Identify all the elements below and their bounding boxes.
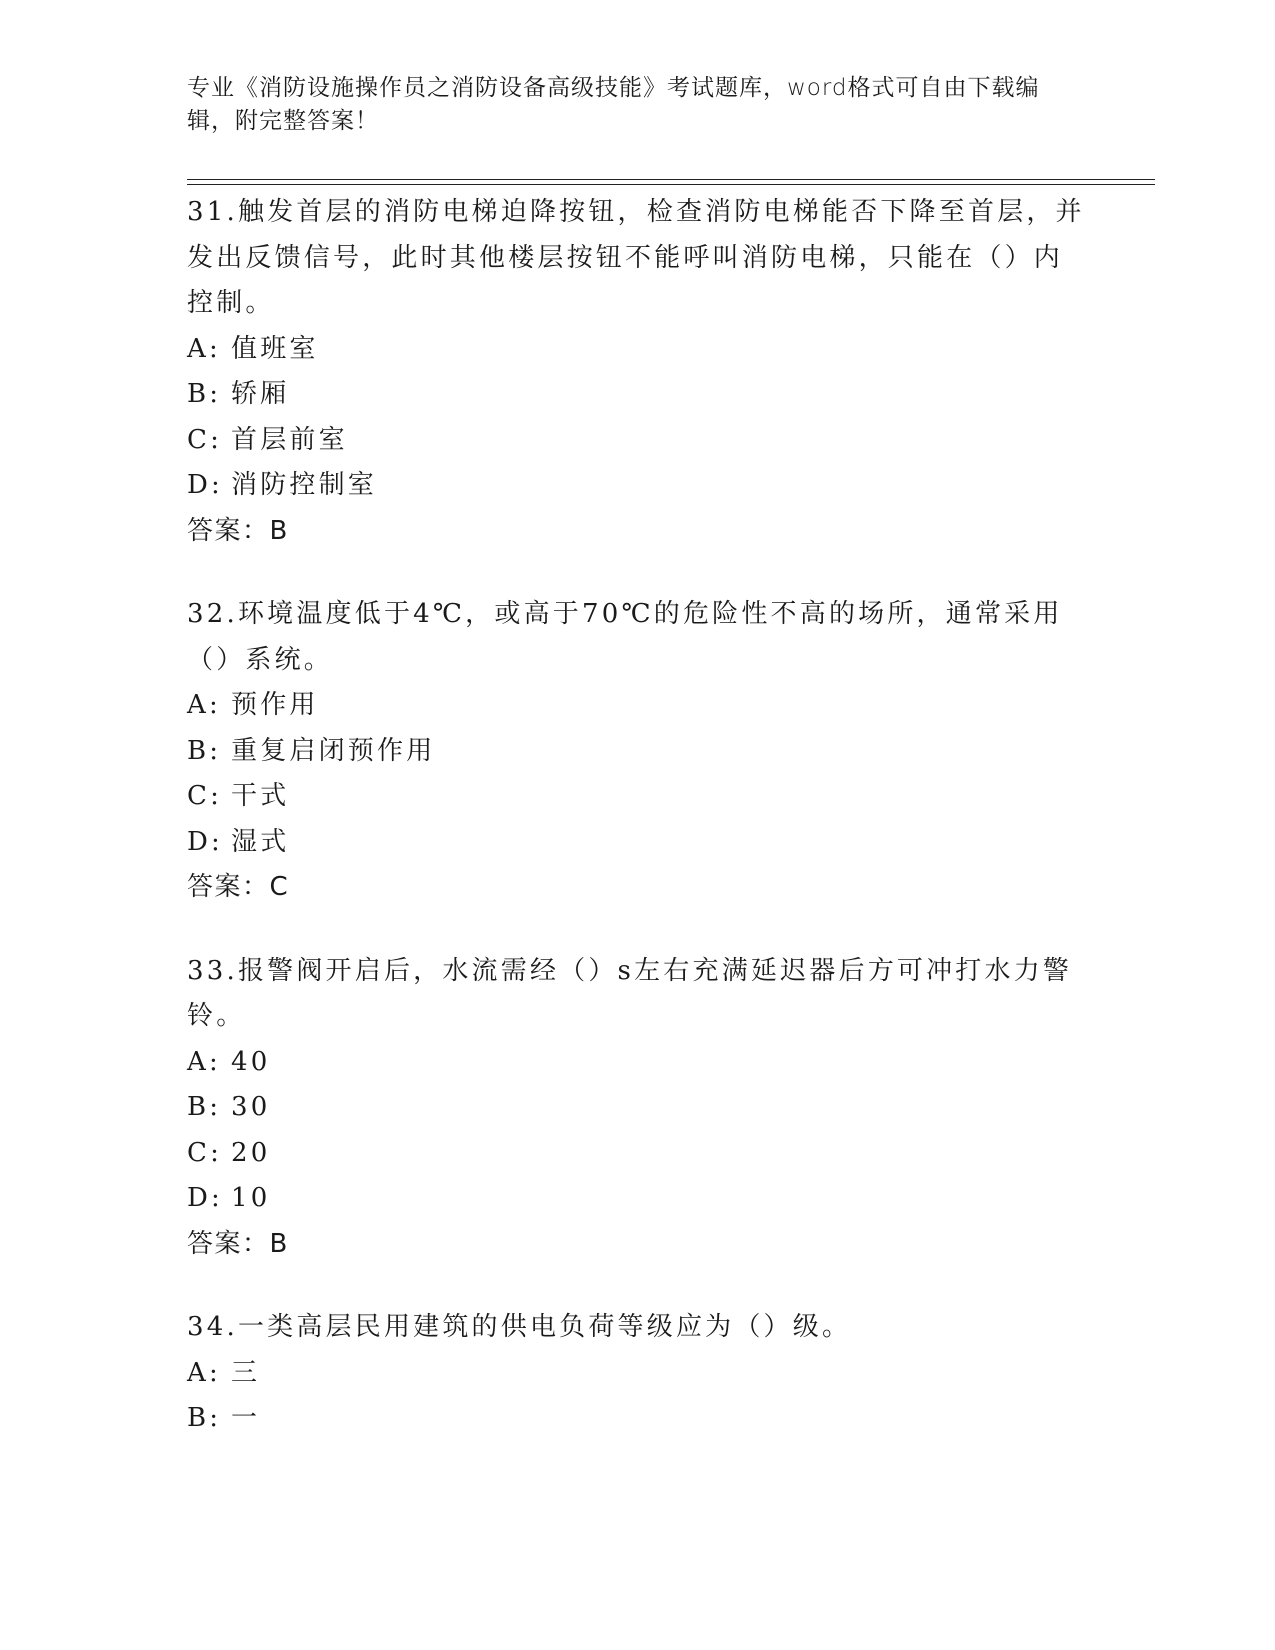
question-text: 31.触发首层的消防电梯迫降按钮，检查消防电梯能否下降至首层，并发出反馈信号，此时其他楼层按钮不能呼叫消防电梯，只能在（）内控制。 (187, 197, 1085, 318)
option-letter: D: (187, 1183, 224, 1213)
option-a (187, 1040, 1087, 1086)
document-header: 专业《消防设施操作员之消防设备高级技能》考试题库，word格式可自由下载编辑，附完整答案！ (187, 75, 1040, 134)
option-letter: A: (187, 1357, 221, 1388)
option-b (187, 1396, 1087, 1442)
header-rule-top (187, 179, 1155, 180)
option-text: 10 (231, 1183, 271, 1213)
option-letter: D: (187, 470, 224, 500)
option-text: 三 (231, 1357, 261, 1388)
option-a (187, 1351, 1087, 1397)
question-31 (187, 190, 1087, 554)
option-c (187, 1131, 1087, 1177)
option-d (187, 463, 1087, 509)
option-text: 一 (231, 1403, 261, 1433)
option-text: 重复启闭预作用 (231, 735, 436, 766)
option-a (187, 327, 1087, 373)
option-letter: A: (187, 333, 221, 364)
question-32 (187, 592, 1087, 911)
answer-line: 答案：B (187, 1228, 289, 1259)
option-text: 首层前室 (231, 424, 348, 455)
option-c (187, 774, 1087, 820)
question-33 (187, 949, 1087, 1268)
option-text: 值班室 (231, 333, 319, 364)
option-letter: A: (187, 1046, 221, 1077)
option-letter: D: (187, 826, 224, 857)
question-text: 32.环境温度低于4℃，或高于70℃的危险性不高的场所，通常采用（）系统。 (187, 599, 1063, 675)
question-text: 33.报警阀开启后，水流需经（）s左右充满延迟器后方可冲打水力警铃。 (187, 955, 1073, 1031)
option-letter: C: (187, 424, 223, 455)
option-letter: B: (187, 735, 222, 766)
option-b (187, 729, 1087, 775)
question-text: 34.一类高层民用建筑的供电负荷等级应为（）级。 (187, 1312, 852, 1342)
option-letter: B: (187, 1403, 222, 1433)
option-d (187, 1176, 1087, 1222)
option-a (187, 683, 1087, 729)
option-letter: A: (187, 690, 221, 720)
option-text: 消防控制室 (231, 470, 378, 500)
answer-line: 答案：B (187, 515, 289, 546)
option-text: 预作用 (231, 690, 319, 720)
option-text: 40 (231, 1046, 271, 1077)
option-d (187, 820, 1087, 866)
option-letter: C: (187, 1137, 223, 1168)
option-b (187, 372, 1087, 418)
answer-line: 答案：C (187, 872, 290, 902)
option-text: 干式 (231, 781, 290, 811)
question-34 (187, 1305, 1087, 1442)
option-b (187, 1085, 1087, 1131)
option-letter: C: (187, 781, 223, 811)
option-text: 湿式 (231, 826, 290, 857)
option-text: 20 (231, 1137, 271, 1168)
option-letter: B: (187, 379, 222, 409)
option-c (187, 418, 1087, 464)
option-text: 轿厢 (231, 379, 290, 409)
option-letter: B: (187, 1092, 222, 1122)
option-text: 30 (231, 1092, 271, 1122)
header-rule-bottom (187, 184, 1155, 185)
question-list (187, 190, 1087, 1480)
